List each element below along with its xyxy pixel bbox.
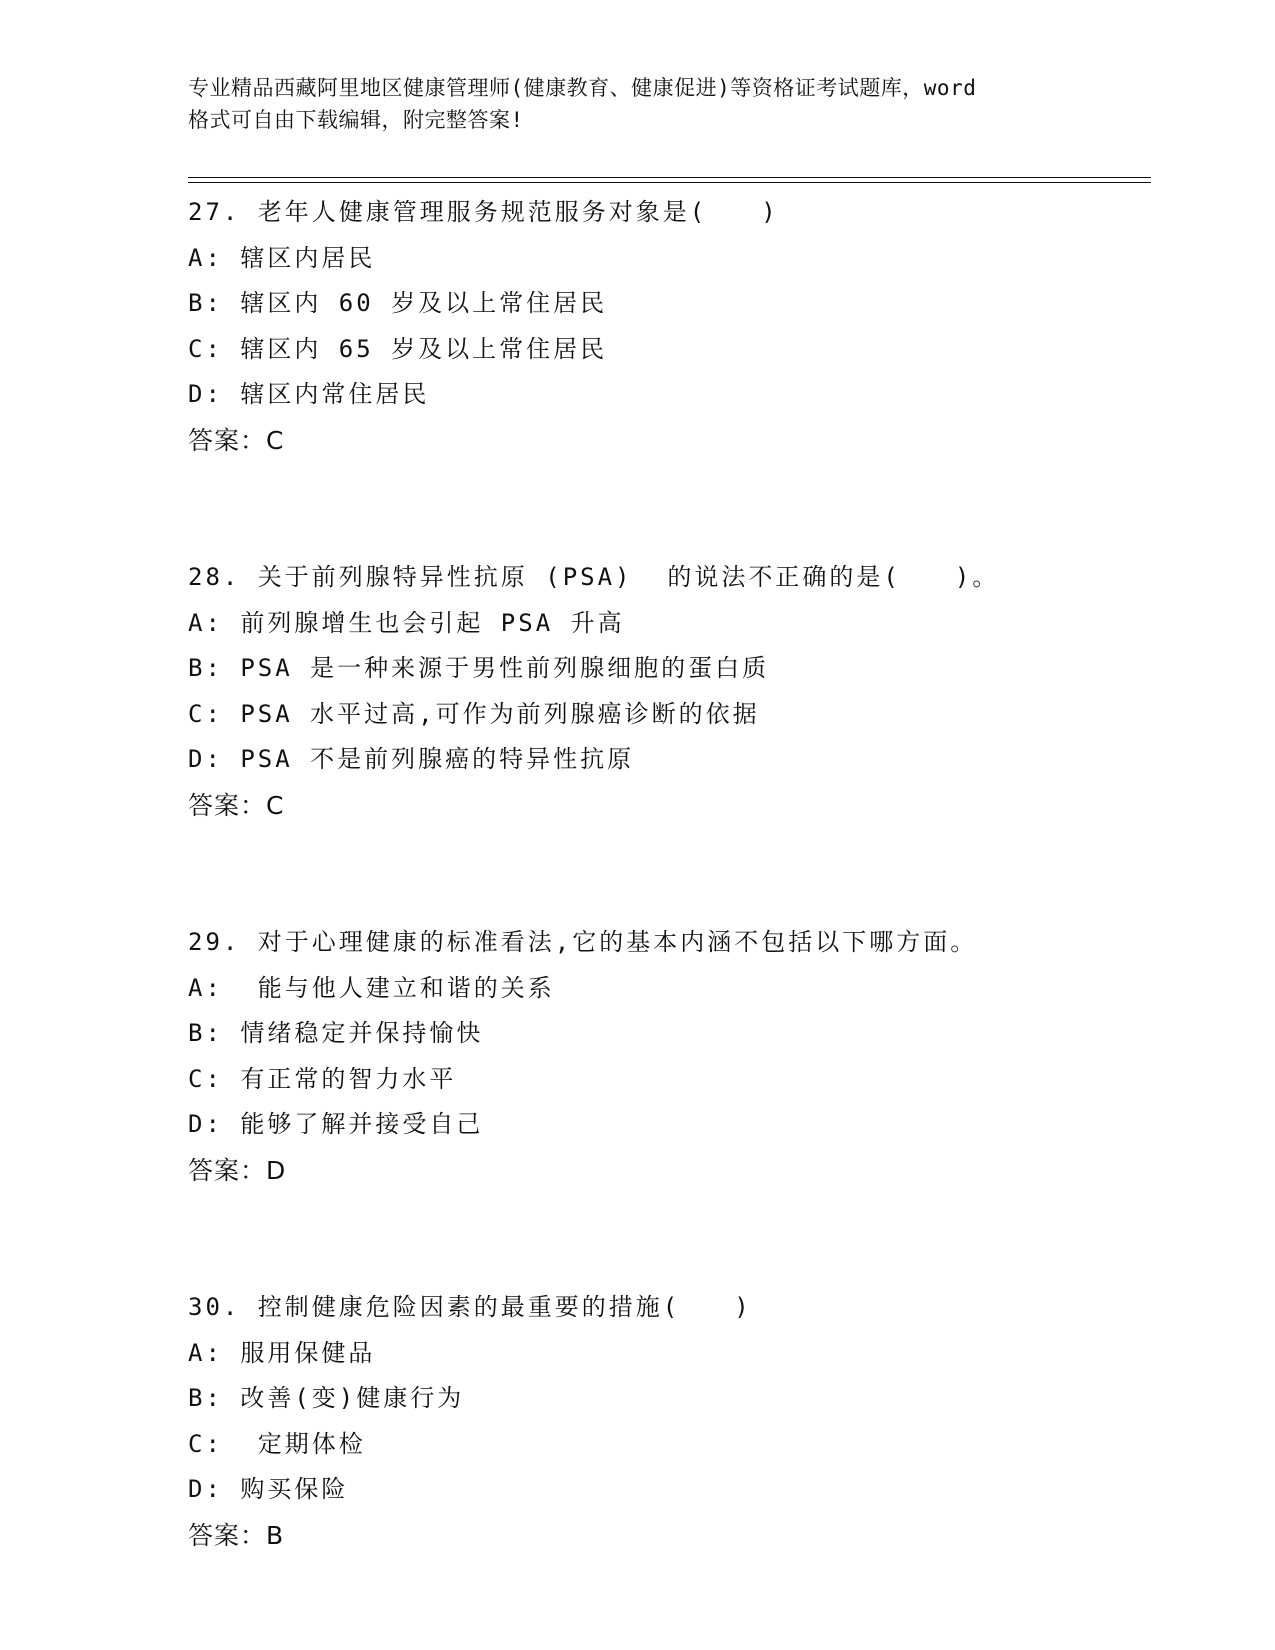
- question-spacer: [188, 463, 1148, 555]
- option-c: C: 有正常的智力水平: [188, 1064, 457, 1093]
- question-list: [188, 190, 1148, 1558]
- question-spacer: [188, 828, 1148, 920]
- option-c: C: 辖区内 65 岁及以上常住居民: [188, 334, 608, 363]
- question-stem: 30. 控制健康危险因素的最重要的措施( ): [188, 1293, 752, 1321]
- option-d: D: 能够了解并接受自己: [188, 1110, 484, 1138]
- document-header: [188, 72, 1088, 136]
- option-a: A: 能与他人建立和谐的关系: [188, 973, 555, 1002]
- answer-line: 答案：D: [188, 1155, 287, 1185]
- option-b: B: 辖区内 60 岁及以上常住居民: [188, 289, 608, 317]
- answer-line: 答案：C: [188, 425, 285, 455]
- header-divider-top: [188, 177, 1151, 178]
- question-27: [188, 190, 1148, 463]
- option-a: A: 辖区内居民: [188, 243, 376, 272]
- question-spacer: [188, 1193, 1148, 1285]
- option-b: B: 改善(变)健康行为: [188, 1384, 465, 1412]
- option-c: C: 定期体检: [188, 1429, 366, 1458]
- question-29: [188, 920, 1148, 1193]
- header-divider-bottom: [188, 182, 1151, 183]
- question-28: [188, 555, 1148, 828]
- option-c: C: PSA 水平过高,可作为前列腺癌诊断的依据: [188, 699, 760, 728]
- header-line-1: 专业精品西藏阿里地区健康管理师(健康教育、健康促进)等资格证考试题库，word: [188, 76, 977, 100]
- question-30: [188, 1285, 1148, 1558]
- header-line-2: 格式可自由下载编辑，附完整答案!: [188, 108, 524, 132]
- option-d: D: 购买保险: [188, 1475, 349, 1503]
- option-b: B: PSA 是一种来源于男性前列腺细胞的蛋白质: [188, 654, 770, 682]
- question-stem: 29. 对于心理健康的标准看法,它的基本内涵不包括以下哪方面。: [188, 928, 978, 956]
- answer-line: 答案：B: [188, 1520, 285, 1550]
- question-stem: 28. 关于前列腺特异性抗原 (PSA) 的说法不正确的是( )。: [188, 563, 1000, 591]
- answer-line: 答案：C: [188, 790, 285, 820]
- question-stem: 27. 老年人健康管理服务规范服务对象是( ): [188, 198, 779, 226]
- option-b: B: 情绪稳定并保持愉快: [188, 1019, 484, 1047]
- option-a: A: 服用保健品: [188, 1338, 376, 1367]
- option-a: A: 前列腺增生也会引起 PSA 升高: [188, 608, 625, 637]
- option-d: D: 辖区内常住居民: [188, 380, 430, 408]
- option-d: D: PSA 不是前列腺癌的特异性抗原: [188, 745, 635, 773]
